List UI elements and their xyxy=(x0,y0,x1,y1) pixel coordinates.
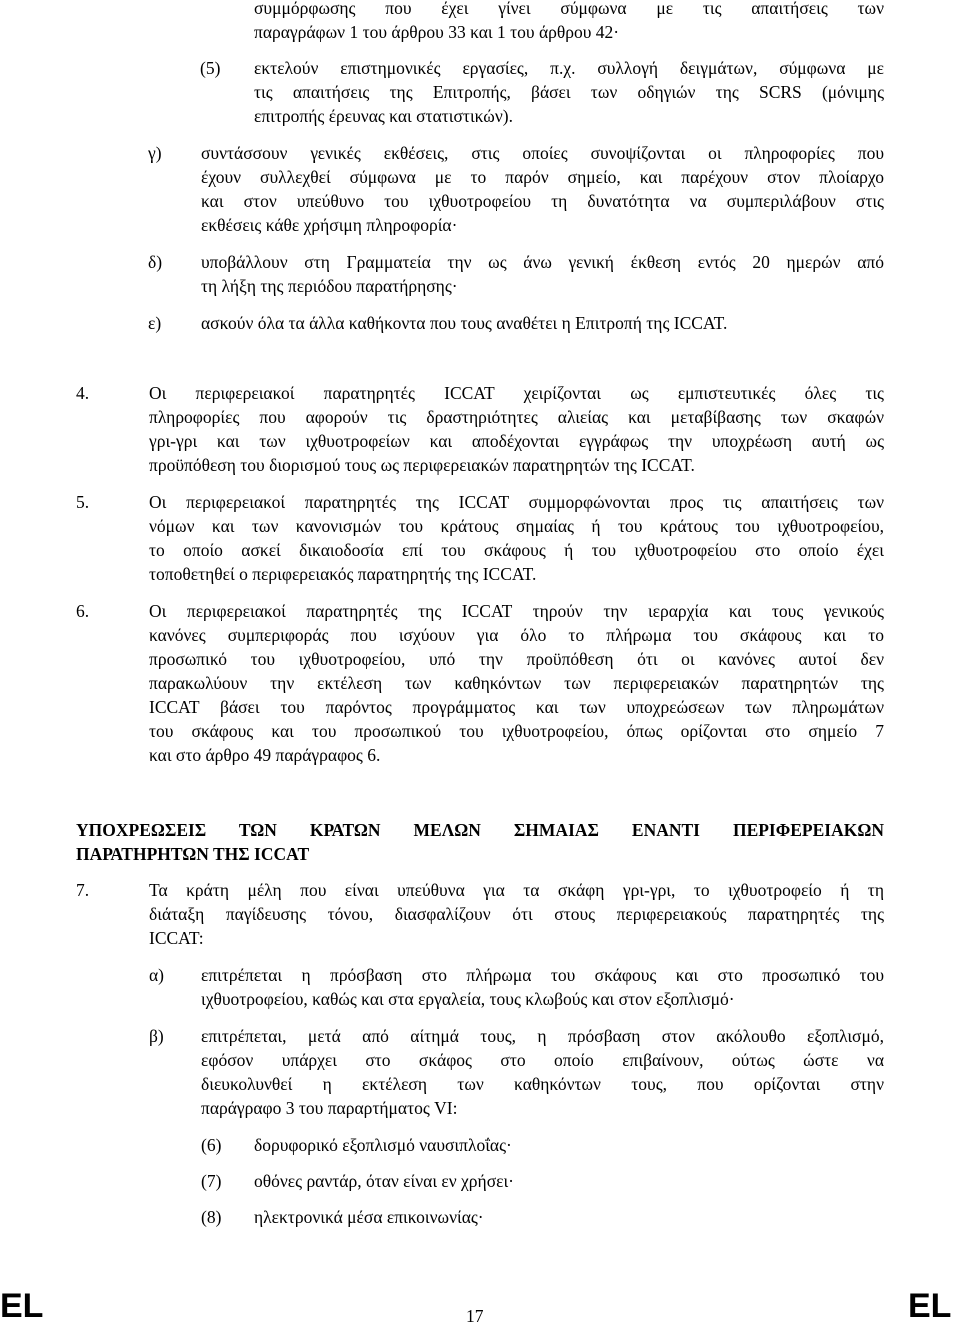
text-line: ιχθυοτροφείου, καθώς και στα εργαλεία, τους κλωβούς και στον εξοπλισμό· xyxy=(201,989,735,1009)
text-line: εκτελούν επιστημονικές εργασίες, π.χ. συλλογή δειγμάτων, σύμφωνα με xyxy=(254,58,884,78)
page-number: 17 xyxy=(466,1306,484,1326)
text-line: παράγραφο 3 του παραρτήματος VI: xyxy=(201,1098,458,1118)
text-line: υποβάλλουν στη Γραμματεία την ως άνω γενική έκθεση εντός 20 ημερών από xyxy=(201,252,884,272)
text-line: προσωπικό του ιχθυοτροφείου, υπό την προϋπόθεση ότι οι κανόνες αυτοί δεν xyxy=(149,649,884,669)
text-line: διευκολυνθεί η εκτέλεση των καθηκόντων τους, που ορίζονται στην xyxy=(201,1074,884,1094)
item-label: (8) xyxy=(201,1207,222,1227)
paragraph-number: 7. xyxy=(76,880,90,900)
text-line: το οποίο ασκεί δικαιοδοσία επί του σκάφους ή του ιχθυοτροφείου στο οποίο έχει xyxy=(149,540,884,560)
text-line: προϋπόθεση του διορισμού τους ως περιφερειακών παρατηρητών της ICCAT. xyxy=(149,455,695,475)
text-line: ICCAT βάσει του παρόντος προγράμματος και των υποχρεώσεων των πληρωμάτων xyxy=(149,697,884,717)
text-line: Οι περιφερειακοί παρατηρητές της ICCAT τηρούν την ιεραρχία και τους γενικούς xyxy=(149,601,884,621)
footer-language-left: EL xyxy=(0,1287,44,1325)
text-line: έχουν συλλεχθεί σύμφωνα με το παρόν σημείο, και παρέχουν στον πλοίαρχο xyxy=(201,167,884,187)
section-heading: ΠΑΡΑΤΗΡΗΤΩΝ ΤΗΣ ICCAT xyxy=(76,844,310,864)
text-line: δορυφορικό εξοπλισμό ναυσιπλοΐας· xyxy=(254,1135,512,1155)
text-line: Τα κράτη μέλη που είναι υπεύθυνα για τα σκάφη γρι-γρι, το ιχθυοτροφείο ή τη xyxy=(149,880,884,900)
text-line: επιτρέπεται, μετά από αίτημά τους, η πρόσβαση στον ακόλουθο εξοπλισμό, xyxy=(201,1026,884,1046)
item-label: (6) xyxy=(201,1135,222,1155)
text-line: διάταξη παγίδευσης τόνου, διασφαλίζουν ότι στους περιφερειακούς παρατηρητές της xyxy=(149,904,884,924)
text-line: τοποθετηθεί ο περιφερειακός παρατηρητής της ICCAT. xyxy=(149,564,537,584)
text-line: εκθέσεις κάθε χρήσιμη πληροφορία· xyxy=(201,215,458,235)
text-line: ηλεκτρονικά μέσα επικοινωνίας· xyxy=(254,1207,484,1227)
text-line: και στο άρθρο 49 παράγραφος 6. xyxy=(149,745,381,765)
item-label: ε) xyxy=(148,313,162,333)
paragraph-number: 6. xyxy=(76,601,90,621)
text-line: ICCAT: xyxy=(149,928,204,948)
text-line: παραγράφων 1 του άρθρου 33 και 1 του άρθρου 42· xyxy=(254,22,620,42)
text-line: γρι-γρι και των ιχθυοτροφείων και αποδέχονται εγγράφως την υποχρέωση αυτή ως xyxy=(149,431,884,451)
item-label: α) xyxy=(149,965,164,985)
text-line: τη λήξη της περιόδου παρατήρησης· xyxy=(201,276,458,296)
item-label: γ) xyxy=(148,143,162,163)
text-line: Οι περιφερειακοί παρατηρητές ICCAT χειρίζονται ως εμπιστευτικές όλες τις xyxy=(149,383,884,403)
section-heading: ΥΠΟΧΡΕΩΣΕΙΣ ΤΩΝ ΚΡΑΤΩΝ ΜΕΛΩΝ ΣΗΜΑΙΑΣ ΕΝΑΝΤΙ ΠΕΡΙΦΕΡΕΙΑΚΩΝ xyxy=(76,820,884,840)
text-line: τις απαιτήσεις της Επιτροπής, βάσει των οδηγιών της SCRS (μόνιμης xyxy=(254,82,884,102)
text-line: νόμων και των κανονισμών του κράτους σημαίας ή του κράτους του ιχθυοτροφείου, xyxy=(149,516,884,536)
text-line: κανόνες συμπεριφοράς που ισχύουν για όλο το πλήρωμα του σκάφους και το xyxy=(149,625,884,645)
text-line: ασκούν όλα τα άλλα καθήκοντα που τους αναθέτει η Επιτροπή της ICCAT. xyxy=(201,313,728,333)
text-line: επιτρέπεται η πρόσβαση στο πλήρωμα του σκάφους και στο προσωπικό του xyxy=(201,965,884,985)
text-line: οθόνες ραντάρ, όταν είναι εν χρήσει· xyxy=(254,1171,515,1191)
item-label: β) xyxy=(149,1026,164,1046)
text-line: συντάσσουν γενικές εκθέσεις, στις οποίες συνοψίζονται οι πληροφορίες που xyxy=(201,143,884,163)
text-line: επιτροπής έρευνας και στατιστικών). xyxy=(254,106,513,126)
item-label: (7) xyxy=(201,1171,222,1191)
item-label: (5) xyxy=(200,58,221,78)
text-line: εφόσον υπάρχει στο σκάφος στο οποίο επιβαίνουν, ούτως ώστε να xyxy=(201,1050,884,1070)
text-line: παρακωλύουν την εκτέλεση των καθηκόντων των περιφερειακών παρατηρητών της xyxy=(149,673,884,693)
text-line: Οι περιφερειακοί παρατηρητές της ICCAT συμμορφώνονται προς τις απαιτήσεις των xyxy=(149,492,884,512)
item-label: δ) xyxy=(148,252,163,272)
footer-language-right: EL xyxy=(908,1287,952,1325)
text-line: πληροφορίες που αφορούν τις δραστηριότητες αλιείας και μεταβίβασης των σκαφών xyxy=(149,407,884,427)
text-line: και στον υπεύθυνο του ιχθυοτροφείου τη δυνατότητα να συμπεριλάβουν στις xyxy=(201,191,884,211)
text-line: συμμόρφωσης που έχει γίνει σύμφωνα με τις απαιτήσεις των xyxy=(254,0,884,18)
text-line: του σκάφους και του προσωπικού του ιχθυοτροφείου, όπως ορίζονται στο σημείο 7 xyxy=(149,721,884,741)
paragraph-number: 5. xyxy=(76,492,90,512)
paragraph-number: 4. xyxy=(76,383,90,403)
